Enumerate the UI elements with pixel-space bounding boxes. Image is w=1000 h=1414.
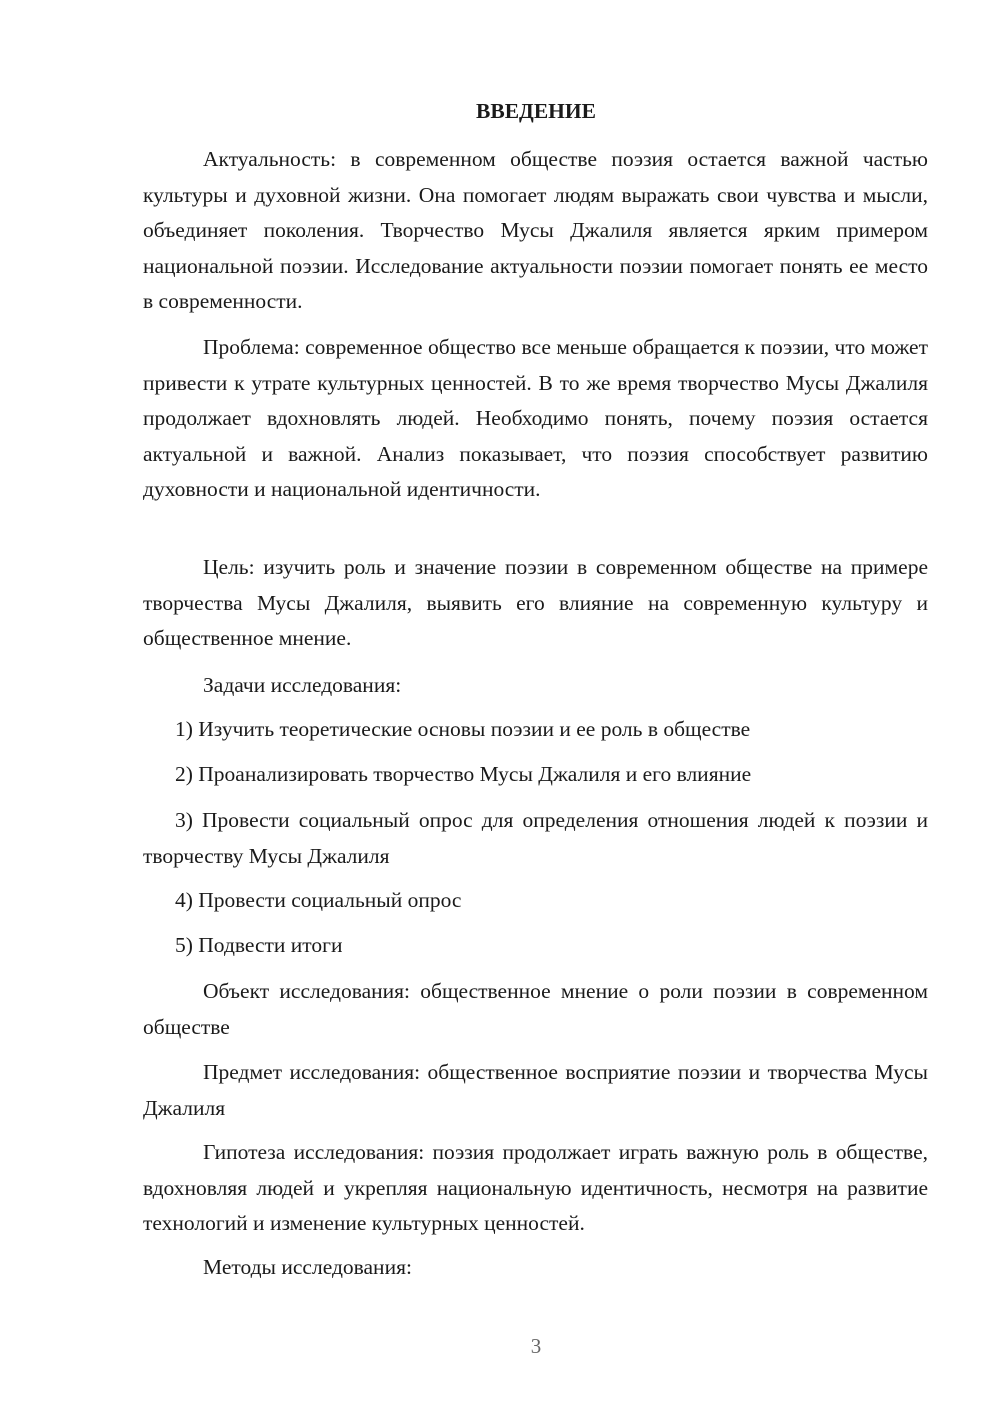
list-item-task-2: 2) Проанализировать творчество Мусы Джалиля и его влияние — [175, 762, 752, 786]
paragraph-subject: Предмет исследования: общественное восприятие поэзии и творчества Мусы Джалиля — [143, 1060, 928, 1120]
tasks-heading: Задачи исследования: — [203, 673, 402, 697]
paragraph-goal: Цель: изучить роль и значение поэзии в современном обществе на примере творчества Мусы Джалиля, выявить его влияние на современную культуру и общественное мнение. — [143, 555, 928, 650]
paragraph-problem: Проблема: современное общество все меньше обращается к поэзии, что может привести к утрате культурных ценностей. В то же время творчество Мусы Джалиля продолжает вдохновлять людей. Необходимо понять, почему поэзия остается актуальной и важной. Анализ показывает, что поэзия способствует развитию духовности и национальной идентичности. — [143, 335, 928, 501]
list-item-task-4: 4) Провести социальный опрос — [175, 888, 462, 912]
paragraph-hypothesis: Гипотеза исследования: поэзия продолжает играть важную роль в обществе, вдохновляя людей и укрепляя национальную идентичность, несмотря на развитие технологий и изменение культурных ценностей. — [143, 1140, 928, 1235]
list-item-task-3: 3) Провести социальный опрос для определения отношения людей к поэзии и творчеству Мусы Джалиля — [143, 808, 928, 868]
list-item-task-5: 5) Подвести итоги — [175, 933, 343, 957]
page-number: 3 — [530, 1334, 542, 1358]
methods-heading: Методы исследования: — [203, 1255, 412, 1279]
page-title: ВВЕДЕНИЕ — [476, 99, 596, 123]
list-item-task-1: 1) Изучить теоретические основы поэзии и ее роль в обществе — [175, 717, 751, 741]
paragraph-relevance: Актуальность: в современном обществе поэзия остается важной частью культуры и духовной жизни. Она помогает людям выражать свои чувства и мысли, объединяет поколения. Творчество Мусы Джалиля является ярким примером национальной поэзии. Исследование актуальности поэзии помогает понять ее место в современности. — [143, 147, 928, 313]
paragraph-object: Объект исследования: общественное мнение о роли поэзии в современном обществе — [143, 979, 928, 1039]
